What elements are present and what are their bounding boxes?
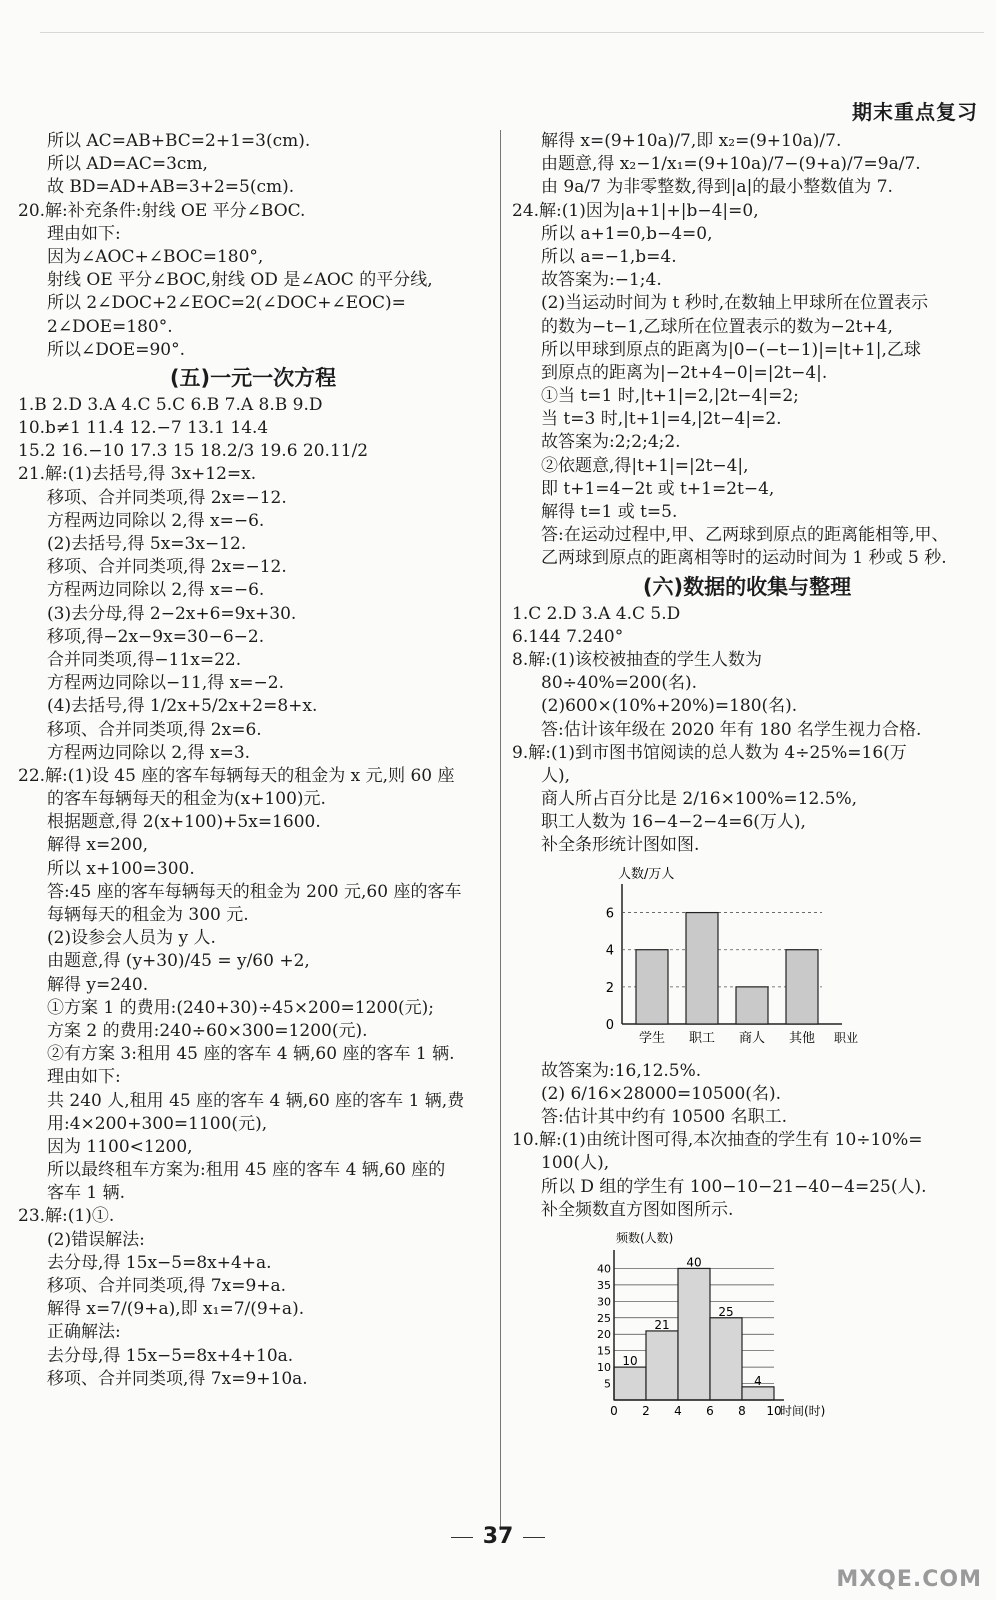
text-line: 23.解:(1)①. <box>18 1206 115 1227</box>
text-line: ②有方案 3:租用 45 座的客车 4 辆,60 座的客车 1 辆. <box>47 1044 455 1065</box>
text-line: 职工人数为 16−4−2−4=6(万人), <box>541 812 806 833</box>
histogram-bar <box>742 1387 774 1400</box>
y-tick-label: 15 <box>597 1344 611 1358</box>
x-tick-label: 职工 <box>688 1030 716 1046</box>
site-watermark: MXQE.COM <box>836 1567 982 1592</box>
histogram-bar <box>678 1268 710 1400</box>
x-tick-label: 8 <box>738 1403 746 1418</box>
page-number: 37 <box>482 1524 514 1549</box>
y-tick-label: 25 <box>597 1311 611 1325</box>
text-line: 所以 D 组的学生有 100−10−21−40−4=25(人). <box>541 1176 927 1197</box>
x-axis-label: 时间(时) <box>780 1403 826 1418</box>
text-line: 补全频数直方图如图所示. <box>541 1199 734 1220</box>
text-line: (4)去括号,得 1/2x+5/2x+2=8+x. <box>47 696 318 717</box>
x-tick-label: 6 <box>706 1403 714 1418</box>
text-line: (2)去括号,得 5x=3x−12. <box>47 534 247 554</box>
text-line: 所以 x+100=300. <box>47 858 195 879</box>
text-line: 方程两边同除以 2,得 x=3. <box>47 742 251 763</box>
text-line: 方程两边同除以 2,得 x=−6. <box>47 510 265 531</box>
text-line: 因为∠AOC+∠BOC=180°, <box>47 246 264 267</box>
text-line: 故答案为:16,12.5%. <box>541 1060 702 1081</box>
bar-data-label: 40 <box>686 1255 702 1270</box>
text-line: 21.解:(1)去括号,得 3x+12=x. <box>18 464 257 485</box>
text-line: 8.解:(1)该校被抽查的学生人数为 <box>512 649 763 670</box>
text-line: 到原点的距离为|−2t+4−0|=|2t−4|. <box>541 362 828 383</box>
page-footer <box>0 1524 996 1549</box>
text-line: 正确解法: <box>47 1322 121 1343</box>
text-line: 共 240 人,租用 45 座的客车 4 辆,60 座的客车 1 辆,费 <box>47 1090 465 1111</box>
bar <box>736 986 768 1023</box>
text-line: 当 t=3 时,|t+1|=4,|2t−4|=2. <box>541 409 782 430</box>
section-5-answers <box>18 394 488 1391</box>
text-line: 方程两边同除以 2,得 x=−6. <box>47 580 265 601</box>
text-line: ①方案 1 的费用:(240+30)÷45×200=1200(元); <box>47 997 435 1018</box>
text-line: 10.b≠1 11.4 12.−7 13.1 14.4 <box>18 418 269 439</box>
y-tick-label: 35 <box>597 1278 611 1292</box>
left-column <box>18 130 488 1391</box>
right-intro-lines <box>512 130 982 571</box>
text-line: 由题意,得 x₂−1/x₁=(9+10a)/7−(9+a)/7=9a/7. <box>541 154 921 175</box>
text-line: 解得 y=240. <box>47 974 149 995</box>
text-line: 1.B 2.D 3.A 4.C 5.C 6.B 7.A 8.B 9.D <box>18 394 323 415</box>
text-line: (2)当运动时间为 t 秒时,在数轴上甲球所在位置表示 <box>541 293 929 314</box>
time-frequency-histogram <box>592 1228 832 1428</box>
text-line: 去分母,得 15x−5=8x+4+a. <box>47 1252 272 1273</box>
text-line: 故答案为:2;2;4;2. <box>541 432 681 453</box>
x-tick-label: 商人 <box>738 1030 766 1046</box>
text-line: 24.解:(1)因为|a+1|+|b−4|=0, <box>512 200 759 221</box>
text-line: (3)去分母,得 2−2x+6=9x+30. <box>47 603 297 624</box>
y-tick-label: 40 <box>597 1262 611 1276</box>
text-line: 所以 2∠DOC+2∠EOC=2(∠DOC+∠EOC)= <box>47 293 406 314</box>
text-line: 解得 t=1 或 t=5. <box>541 502 678 522</box>
text-line: 80÷40%=200(名). <box>541 673 698 694</box>
text-line: 每辆每天的租金为 300 元. <box>47 905 249 925</box>
bar <box>786 949 818 1023</box>
text-line: 20.解:补充条件:射线 OE 平分∠BOC. <box>18 200 306 221</box>
text-line: 答:估计其中约有 10500 名职工. <box>541 1107 788 1127</box>
bar <box>636 949 668 1023</box>
text-line: 解得 x=(9+10a)/7,即 x₂=(9+10a)/7. <box>541 131 842 151</box>
text-line: (2)设参会人员为 y 人. <box>47 928 216 949</box>
y-tick-label: 2 <box>605 980 614 996</box>
text-line: 100(人), <box>541 1153 610 1174</box>
text-line: 人), <box>541 765 571 786</box>
text-line: 9.解:(1)到市图书馆阅读的总人数为 4÷25%=16(万 <box>512 742 907 763</box>
text-line: (2)错误解法: <box>47 1229 145 1250</box>
bar-data-label: 25 <box>718 1304 734 1319</box>
text-line: 补全条形统计图如图. <box>541 835 700 856</box>
section-6-title: (六)数据的收集与整理 <box>642 574 852 599</box>
y-axis-label: 人数/万人 <box>618 866 675 882</box>
bar-data-label: 4 <box>754 1373 762 1388</box>
x-tick-label: 学生 <box>638 1030 666 1046</box>
x-tick-label: 2 <box>642 1403 650 1418</box>
top-rule <box>40 32 984 33</box>
y-tick-label: 0 <box>605 1017 614 1033</box>
text-line: 移项、合并同类项,得 2x=−12. <box>47 487 287 508</box>
text-line: 答:在运动过程中,甲、乙两球到原点的距离能相等,甲、 <box>541 525 949 546</box>
section-5-title: (五)一元一次方程 <box>169 365 337 390</box>
text-line: 的数为−t−1,乙球所在位置表示的数为−2t+4, <box>541 316 893 337</box>
text-line: 移项、合并同类项,得 7x=9+a. <box>47 1276 287 1296</box>
text-line: 由题意,得 (y+30)/45 = y/60 +2, <box>47 951 310 972</box>
histogram-bar <box>646 1331 678 1400</box>
text-line: 所以 a+1=0,b−4=0, <box>541 223 713 244</box>
page-header-title: 期末重点复习 <box>852 100 978 124</box>
text-line: 由 9a/7 为非零整数,得到|a|的最小整数值为 7. <box>541 177 893 198</box>
text-line: 理由如下: <box>47 1067 121 1088</box>
text-line: 解得 x=7/(9+a),即 x₁=7/(9+a). <box>47 1299 305 1320</box>
text-line: ①当 t=1 时,|t+1|=2,|2t−4|=2; <box>541 386 799 407</box>
left-intro-lines <box>18 130 488 362</box>
text-line: 移项、合并同类项,得 2x=6. <box>47 719 262 740</box>
text-line: 即 t+1=4−2t 或 t+1=2t−4, <box>541 478 775 499</box>
right-column <box>512 130 982 1434</box>
text-line: 所以 a=−1,b=4. <box>541 246 677 267</box>
text-line: 客车 1 辆. <box>47 1183 126 1204</box>
column-divider <box>500 130 501 1530</box>
text-line: 方案 2 的费用:240÷60×300=1200(元). <box>47 1020 368 1041</box>
y-tick-label: 4 <box>605 943 614 959</box>
text-line: 2∠DOE=180°. <box>47 316 173 337</box>
text-line: 15.2 16.−10 17.3 15 18.2/3 19.6 20.11/2 <box>18 441 369 462</box>
y-tick-label: 5 <box>604 1377 611 1391</box>
text-line: 解得 x=200, <box>47 835 149 856</box>
text-line: 移项、合并同类项,得 7x=9+10a. <box>47 1368 308 1389</box>
y-tick-label: 30 <box>597 1295 611 1309</box>
text-line: 合并同类项,得−11x=22. <box>47 649 242 670</box>
occupation-bar-chart <box>592 864 872 1054</box>
y-tick-label: 20 <box>597 1328 611 1342</box>
text-line: 10.解:(1)由统计图可得,本次抽查的学生有 10÷10%= <box>512 1130 923 1151</box>
text-line: 故答案为:−1;4. <box>541 270 662 291</box>
x-axis-label: 职业 <box>834 1030 859 1045</box>
text-line: 答:估计该年级在 2020 年有 180 名学生视力合格. <box>541 719 922 740</box>
text-line: 因为 1100<1200, <box>47 1136 193 1157</box>
text-line: 去分母,得 15x−5=8x+4+10a. <box>47 1345 294 1366</box>
text-line: 所以甲球到原点的距离为|0−(−t−1)|=|t+1|,乙球 <box>541 339 921 360</box>
y-tick-label: 10 <box>597 1361 611 1375</box>
bar-data-label: 21 <box>654 1317 670 1332</box>
text-line: (2)600×(10%+20%)=180(名). <box>541 696 798 717</box>
text-line: 所以∠DOE=90°. <box>47 339 186 360</box>
text-line: 所以 AD=AC=3cm, <box>47 154 208 175</box>
text-line: 1.C 2.D 3.A 4.C 5.D <box>512 603 681 624</box>
x-tick-label: 4 <box>674 1403 682 1418</box>
text-line: 6.144 7.240° <box>512 626 624 647</box>
text-line: 故 BD=AD+AB=3+2=5(cm). <box>47 177 295 198</box>
text-line: 理由如下: <box>47 223 121 244</box>
y-tick-label: 6 <box>605 906 614 922</box>
text-line: 根据题意,得 2(x+100)+5x=1600. <box>47 812 321 833</box>
text-line: 22.解:(1)设 45 座的客车每辆每天的租金为 x 元,则 60 座 <box>18 765 455 786</box>
text-line: 方程两边同除以−11,得 x=−2. <box>47 673 284 694</box>
bar <box>686 912 718 1023</box>
section-6-answers <box>512 603 982 858</box>
y-axis-label: 频数(人数) <box>616 1230 674 1245</box>
text-line: (2) 6/16×28000=10500(名). <box>541 1083 781 1104</box>
text-line: 射线 OE 平分∠BOC,射线 OD 是∠AOC 的平分线, <box>47 270 433 291</box>
histogram-bar <box>614 1367 646 1400</box>
text-line: 所以 AC=AB+BC=2+1=3(cm). <box>47 131 311 151</box>
text-line: 所以最终租车方案为:租用 45 座的客车 4 辆,60 座的 <box>47 1160 446 1181</box>
x-tick-label: 0 <box>610 1403 618 1418</box>
text-line: 用:4×200+300=1100(元), <box>47 1113 268 1134</box>
text-line: 移项、合并同类项,得 2x=−12. <box>47 557 287 578</box>
text-line: ②依题意,得|t+1|=|2t−4|, <box>541 455 749 476</box>
text-line: 商人所占百分比是 2/16×100%=12.5%, <box>541 789 858 810</box>
bar-data-label: 10 <box>622 1354 638 1369</box>
section-6-answers-continued <box>512 1060 982 1222</box>
histogram-bar <box>710 1318 742 1400</box>
text-line: 乙两球到原点的距离相等时的运动时间为 1 秒或 5 秒. <box>541 548 947 569</box>
x-tick-label: 其他 <box>788 1030 816 1046</box>
x-tick-label: 10 <box>766 1403 782 1418</box>
text-line: 的客车每辆每天的租金为(x+100)元. <box>47 789 326 810</box>
text-line: 答:45 座的客车每辆每天的租金为 200 元,60 座的客车 <box>47 881 462 902</box>
text-line: 移项,得−2x−9x=30−6−2. <box>47 626 265 647</box>
